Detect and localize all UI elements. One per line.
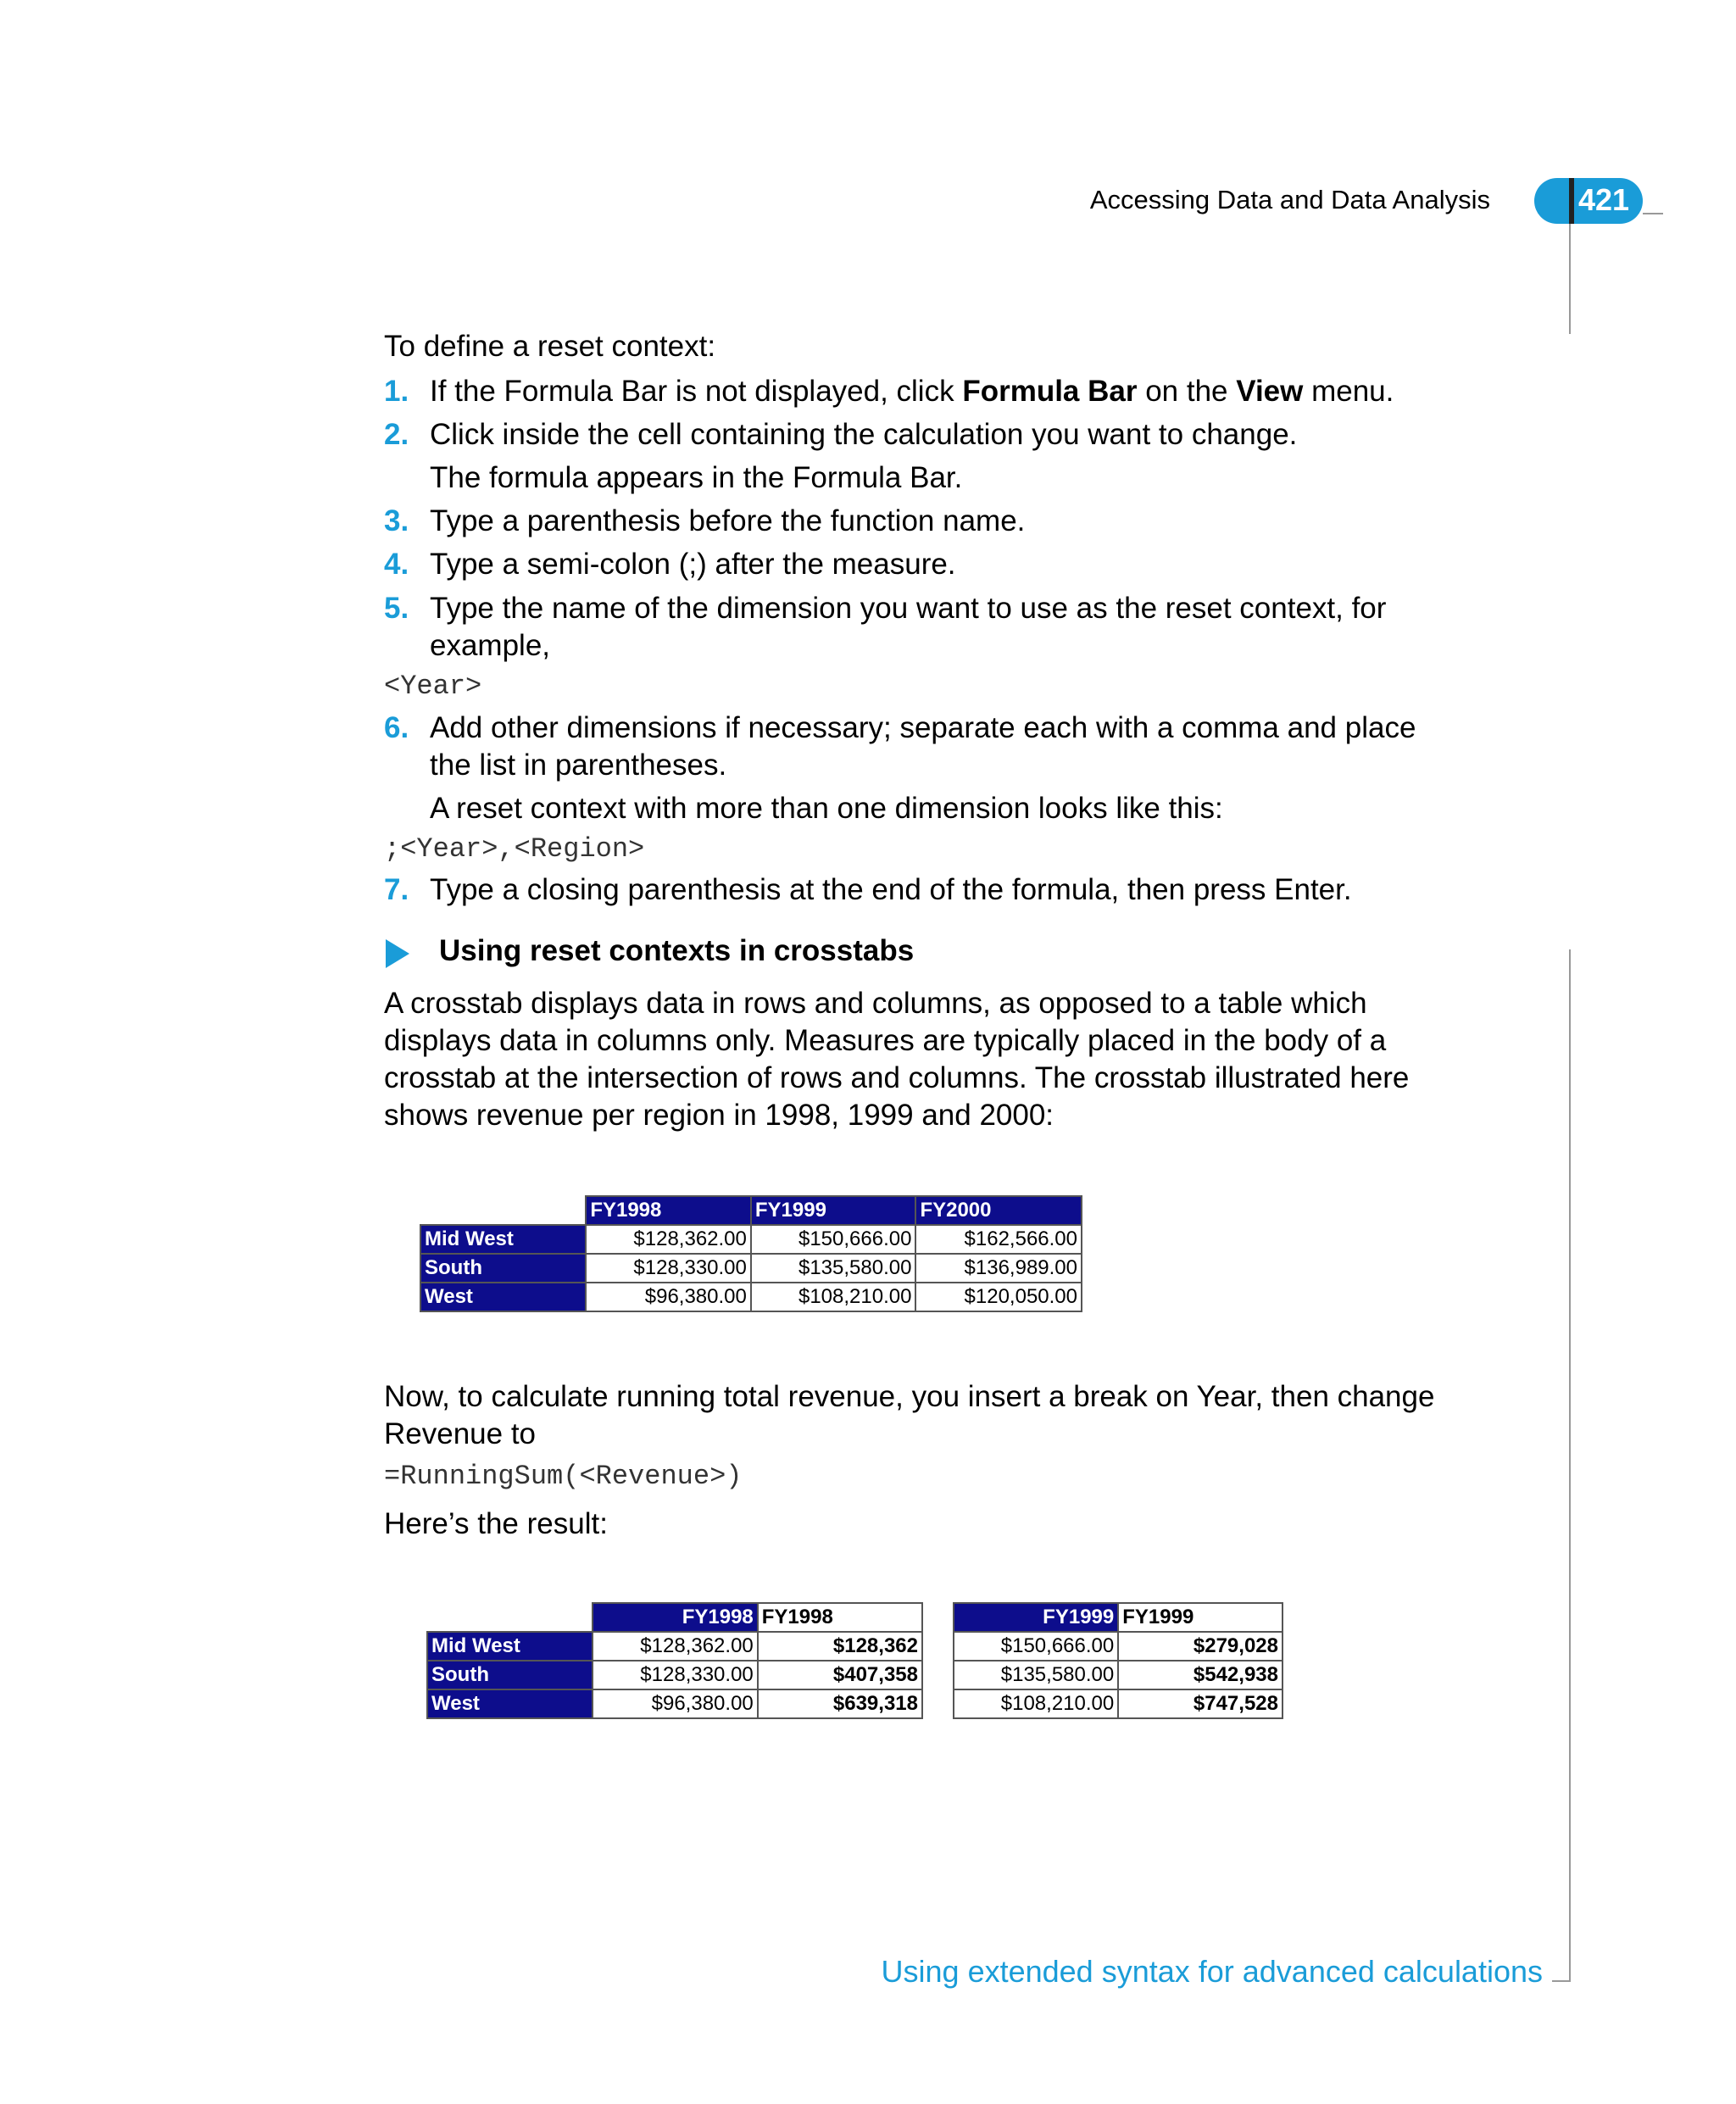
paragraph-line: Revenue to <box>384 1417 537 1450</box>
table-cell: $128,330.00 <box>593 1661 758 1689</box>
table-cell: $162,566.00 <box>915 1225 1082 1254</box>
result-label: Here’s the result: <box>384 1507 608 1540</box>
table-cell: $96,380.00 <box>586 1283 751 1311</box>
table-row <box>420 1254 1082 1283</box>
step-4-text: Type a semi-colon (;) after the measure. <box>430 548 956 581</box>
column-header: FY1998 <box>758 1603 922 1632</box>
procedure-intro: To define a reset context: <box>384 330 716 363</box>
table-cell: $96,380.00 <box>593 1689 758 1718</box>
table-cell-total: $279,028 <box>1118 1632 1283 1661</box>
crosstab-revenue-by-region <box>420 1195 1082 1312</box>
paragraph-line: A crosstab displays data in rows and columns, as opposed to a table which <box>384 987 1367 1020</box>
paragraph-line: Now, to calculate running total revenue, you insert a break on Year, then change <box>384 1380 1435 1413</box>
table-cell: $128,362.00 <box>586 1225 751 1254</box>
table-row <box>954 1661 1283 1689</box>
step-number: 7. <box>384 873 409 906</box>
header-rule <box>1643 213 1663 214</box>
table-header-row <box>954 1603 1283 1632</box>
table-cell-total: $747,528 <box>1118 1689 1283 1718</box>
step-5-text-line2: example, <box>430 629 551 662</box>
step-5-text-line1: Type the name of the dimension you want to use as the reset context, for <box>430 592 1387 625</box>
row-header: West <box>427 1689 593 1718</box>
section-heading: Using reset contexts in crosstabs <box>439 934 915 967</box>
step-2-note: The formula appears in the Formula Bar. <box>430 461 963 494</box>
code-sample-year: <Year> <box>384 671 482 702</box>
table-header-row <box>420 1196 1082 1225</box>
step-6-text-line2: the list in parentheses. <box>430 749 727 782</box>
step-number: 6. <box>384 711 409 744</box>
paragraph-line: shows revenue per region in 1998, 1999 and 2000: <box>384 1099 1054 1132</box>
code-sample-year-region: ;<Year>,<Region> <box>384 833 645 865</box>
step-1-text: If the Formula Bar is not displayed, click Formula Bar on the View menu. <box>430 375 1394 408</box>
ui-term-formula-bar: Formula Bar <box>962 375 1138 408</box>
table-cell: $150,666.00 <box>751 1225 916 1254</box>
crosstab-running-total-1999 <box>953 1602 1283 1719</box>
column-header: FY2000 <box>915 1196 1082 1225</box>
table-cell: $108,210.00 <box>751 1283 916 1311</box>
section-arrow-icon <box>386 939 409 968</box>
table-row <box>954 1632 1283 1661</box>
paragraph-line: displays data in columns only. Measures are typically placed in the body of a <box>384 1024 1387 1057</box>
page-number-marker <box>1569 178 1574 224</box>
footer-rule <box>1552 1980 1571 1982</box>
table-cell-total: $407,358 <box>758 1661 922 1689</box>
row-header: South <box>420 1254 586 1283</box>
step-6-text-line1: Add other dimensions if necessary; separate each with a comma and place <box>430 711 1416 744</box>
row-header: South <box>427 1661 593 1689</box>
margin-rule-side <box>1569 949 1571 1982</box>
table-header-row <box>427 1603 922 1632</box>
table-row <box>427 1661 922 1689</box>
row-header: West <box>420 1283 586 1311</box>
step-6-note: A reset context with more than one dimension looks like this: <box>430 792 1223 825</box>
step-3-text: Type a parenthesis before the function name. <box>430 504 1026 537</box>
running-header-title: Accessing Data and Data Analysis <box>1089 185 1490 214</box>
table-row <box>954 1689 1283 1718</box>
paragraph-line: crosstab at the intersection of rows and columns. The crosstab illustrated here <box>384 1061 1410 1094</box>
table-cell-total: $639,318 <box>758 1689 922 1718</box>
column-header: FY1998 <box>593 1603 758 1632</box>
crosstab-running-total-1998 <box>426 1602 923 1719</box>
column-header: FY1999 <box>751 1196 916 1225</box>
table-row <box>420 1283 1082 1311</box>
table-row <box>427 1689 922 1718</box>
row-header: Mid West <box>420 1225 586 1254</box>
row-header: Mid West <box>427 1632 593 1661</box>
table-cell: $135,580.00 <box>954 1661 1118 1689</box>
column-header: FY1999 <box>954 1603 1118 1632</box>
table-cell: $120,050.00 <box>915 1283 1082 1311</box>
step-number: 4. <box>384 548 409 581</box>
column-header: FY1999 <box>1118 1603 1283 1632</box>
step-2-text: Click inside the cell containing the calculation you want to change. <box>430 418 1298 451</box>
table-row <box>427 1632 922 1661</box>
table-cell: $128,330.00 <box>586 1254 751 1283</box>
running-footer-title: Using extended syntax for advanced calculations <box>881 1954 1543 1989</box>
table-cell: $128,362.00 <box>593 1632 758 1661</box>
margin-rule-top <box>1569 224 1571 334</box>
table-cell: $136,989.00 <box>915 1254 1082 1283</box>
table-cell: $150,666.00 <box>954 1632 1118 1661</box>
table-cell-total: $128,362 <box>758 1632 922 1661</box>
step-number: 3. <box>384 504 409 537</box>
table-cell-total: $542,938 <box>1118 1661 1283 1689</box>
table-cell: $108,210.00 <box>954 1689 1118 1718</box>
step-number: 1. <box>384 375 409 408</box>
table-cell: $135,580.00 <box>751 1254 916 1283</box>
step-number: 5. <box>384 592 409 625</box>
ui-term-view: View <box>1236 375 1304 408</box>
column-header: FY1998 <box>586 1196 751 1225</box>
table-row <box>420 1225 1082 1254</box>
step-number: 2. <box>384 418 409 451</box>
step-7-text: Type a closing parenthesis at the end of the formula, then press Enter. <box>430 873 1352 906</box>
code-sample-runningsum: =RunningSum(<Revenue>) <box>384 1461 743 1492</box>
page-number: 421 <box>1578 182 1630 217</box>
